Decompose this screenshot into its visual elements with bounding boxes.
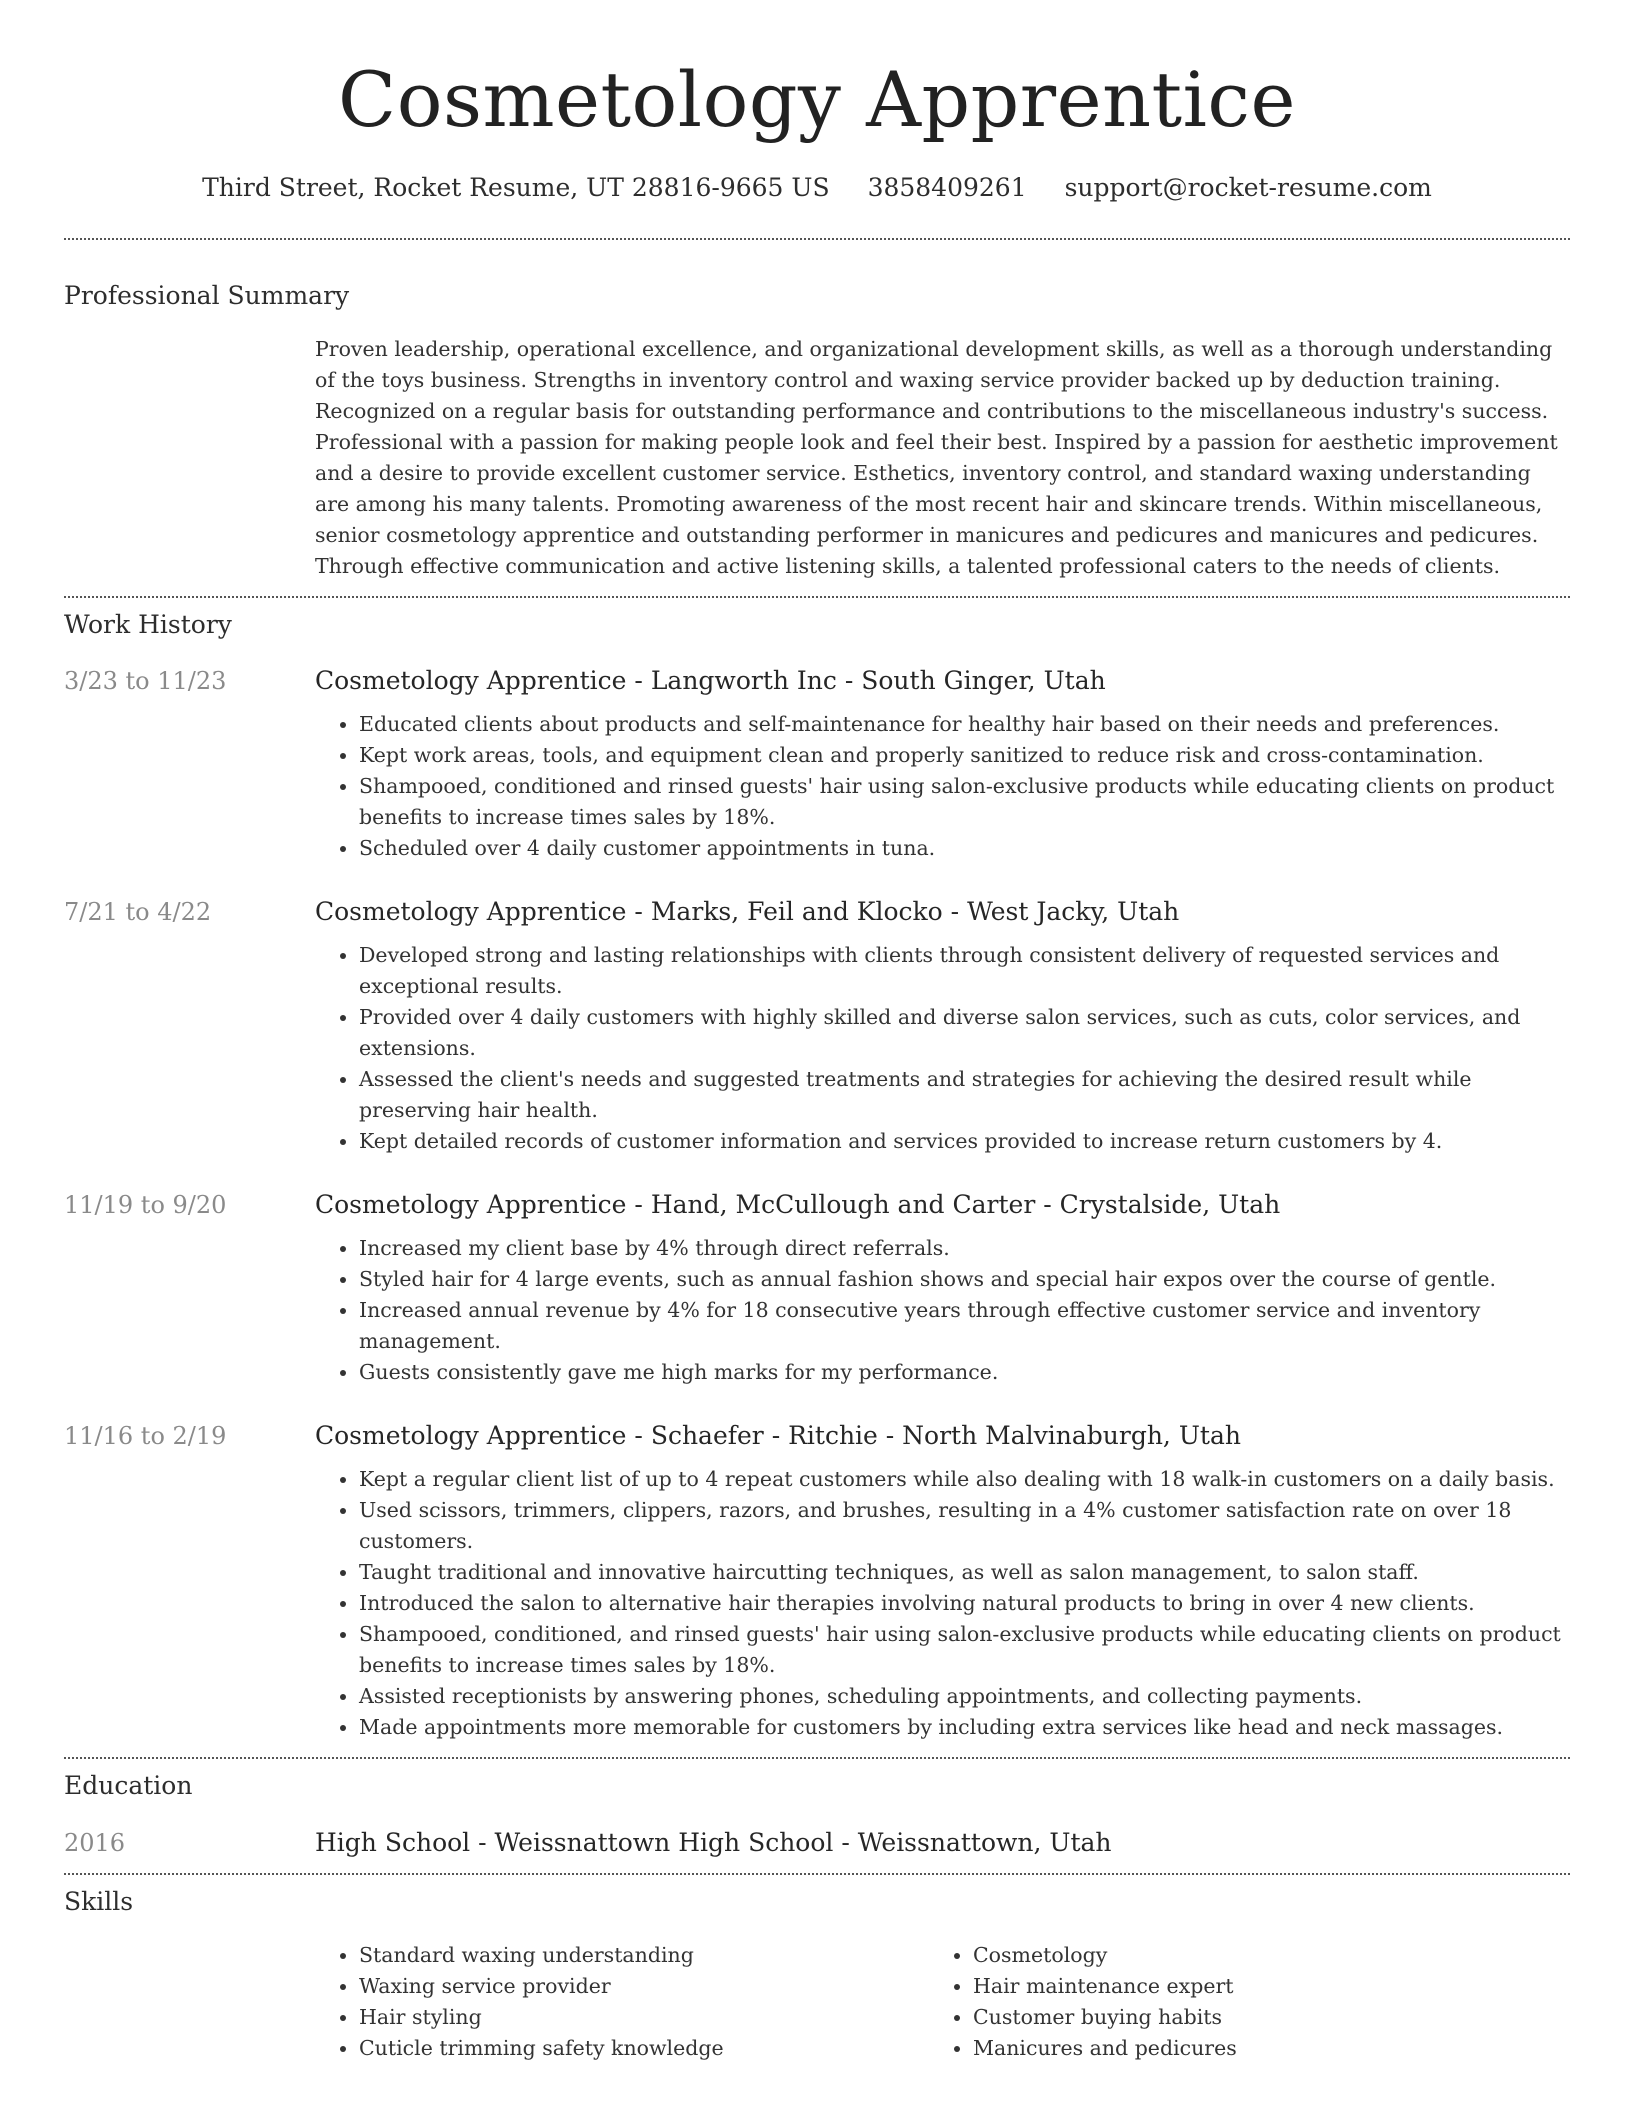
job-entry	[64, 665, 1570, 864]
summary-text: Proven leadership, operational excellence, and organizational development skills, as well as a thorough understanding of the toys business. Strengths in inventory control and waxing service provider backed up by deduction training. Recognized on a regular basis for outstanding performance and contributions to the miscellaneous industry's success. Professional with a passion for making people look and feel their best. Inspired by a passion for aesthetic improvement and a desire to provide excellent customer service. Esthetics, inventory control, and standard waxing understanding are among his many talents. Promoting awareness of the most recent hair and skincare trends. Within miscellaneous, senior cosmetology apprentice and outstanding performer in manicures and pedicures and manicures and pedicures. Through effective communication and active listening skills, a talented professional caters to the needs of clients.	[315, 337, 1558, 578]
divider	[64, 1873, 1570, 1875]
job-bullet: • Kept work areas, tools, and equipment clean and properly sanitized to reduce risk and cross-contamination.	[359, 740, 1570, 771]
skill-item: • Manicures and pedicures	[973, 2033, 1543, 2064]
job-heading: Cosmetology Apprentice - Schaefer - Ritchie - North Malvinaburgh, Utah	[315, 1421, 1241, 1450]
job-bullet: • Styled hair for 4 large events, such as annual fashion shows and special hair expos over the course of gentle.	[359, 1264, 1570, 1295]
education-entry	[64, 1827, 1570, 1859]
education-section-title: Education	[64, 1771, 193, 1800]
job-heading: Cosmetology Apprentice - Marks, Feil and Klocko - West Jacky, Utah	[315, 897, 1180, 926]
education-heading: High School - Weissnattown High School - Weissnattown, Utah	[315, 1828, 1112, 1857]
resume-page	[64, 0, 1570, 2064]
summary-section-title: Professional Summary	[64, 281, 350, 310]
job-body	[315, 896, 1570, 1157]
job-bullet: • Educated clients about products and self-maintenance for healthy hair based on their needs and preferences.	[359, 709, 1570, 740]
job-bullets	[315, 940, 1570, 1157]
job-bullet: • Kept a regular client list of up to 4 repeat customers while also dealing with 18 walk-in customers on a daily basis.	[359, 1464, 1570, 1495]
job-entry	[64, 1420, 1570, 1743]
divider	[64, 238, 1570, 240]
job-bullet: • Shampooed, conditioned and rinsed guests' hair using salon-exclusive products while educating clients on product benefits to increase times sales by 18%.	[359, 771, 1570, 833]
contact-phone: 3858409261	[867, 173, 1027, 202]
job-bullet: • Taught traditional and innovative haircutting techniques, as well as salon management, to salon staff.	[359, 1557, 1570, 1588]
education-year: 2016	[64, 1829, 126, 1857]
job-body	[315, 1420, 1570, 1743]
job-dates: 7/21 to 4/22	[64, 898, 212, 926]
skills-list-left	[315, 1940, 929, 2064]
job-bullet: • Used scissors, trimmers, clippers, razors, and brushes, resulting in a 4% customer satisfaction rate on over 18 customers.	[359, 1495, 1570, 1557]
job-bullet: • Kept detailed records of customer information and services provided to increase return customers by 4.	[359, 1126, 1570, 1157]
job-bullets	[315, 1464, 1570, 1743]
contact-line	[64, 172, 1570, 204]
job-heading: Cosmetology Apprentice - Langworth Inc - South Ginger, Utah	[315, 666, 1106, 695]
job-bullet: • Guests consistently gave me high marks for my performance.	[359, 1357, 1570, 1388]
skill-item: • Waxing service provider	[359, 1971, 929, 2002]
skill-item: • Cuticle trimming safety knowledge	[359, 2033, 929, 2064]
skill-item: • Cosmetology	[973, 1940, 1543, 1971]
skills-column-left	[315, 1940, 929, 2064]
job-heading: Cosmetology Apprentice - Hand, McCullough and Carter - Crystalside, Utah	[315, 1190, 1281, 1219]
job-bullet: • Introduced the salon to alternative hair therapies involving natural products to bring in over 4 new clients.	[359, 1588, 1570, 1619]
job-bullet: • Shampooed, conditioned, and rinsed guests' hair using salon-exclusive products while educating clients on product benefits to increase times sales by 18%.	[359, 1619, 1570, 1681]
resume-name: Cosmetology Apprentice	[338, 55, 1296, 144]
job-bullet: • Increased my client base by 4% through direct referrals.	[359, 1233, 1570, 1264]
job-dates: 11/19 to 9/20	[64, 1191, 227, 1219]
divider	[64, 1757, 1570, 1759]
job-bullet: • Made appointments more memorable for customers by including extra services like head and neck massages.	[359, 1712, 1570, 1743]
job-bullet: • Scheduled over 4 daily customer appointments in tuna.	[359, 833, 1570, 864]
skills-column-right	[929, 1940, 1543, 2064]
skill-item: • Hair maintenance expert	[973, 1971, 1543, 2002]
divider	[64, 596, 1570, 598]
skills-grid	[315, 1940, 1570, 2064]
skills-list-right	[929, 1940, 1543, 2064]
job-body	[315, 665, 1570, 864]
job-dates: 3/23 to 11/23	[64, 667, 227, 695]
job-bullet: • Developed strong and lasting relationships with clients through consistent delivery of requested services and exceptional results.	[359, 940, 1570, 1002]
job-bullet: • Increased annual revenue by 4% for 18 consecutive years through effective customer service and inventory management.	[359, 1295, 1570, 1357]
contact-email: support@rocket-resume.com	[1064, 173, 1432, 202]
education-body	[315, 1827, 1570, 1859]
job-bullets	[315, 1233, 1570, 1388]
job-entry	[64, 896, 1570, 1157]
job-entry	[64, 1189, 1570, 1388]
skill-item: • Standard waxing understanding	[359, 1940, 929, 1971]
job-bullet: • Assessed the client's needs and suggested treatments and strategies for achieving the desired result while preserving hair health.	[359, 1064, 1570, 1126]
job-dates: 11/16 to 2/19	[64, 1422, 227, 1450]
job-bullet: • Provided over 4 daily customers with highly skilled and diverse salon services, such as cuts, color services, and extensions.	[359, 1002, 1570, 1064]
work-section-title: Work History	[64, 610, 232, 639]
job-bullet: • Assisted receptionists by answering phones, scheduling appointments, and collecting payments.	[359, 1681, 1570, 1712]
skill-item: • Customer buying habits	[973, 2002, 1543, 2033]
job-body	[315, 1189, 1570, 1388]
skills-section-title: Skills	[64, 1887, 134, 1916]
contact-address: Third Street, Rocket Resume, UT 28816-9665 US	[202, 173, 830, 202]
skill-item: • Hair styling	[359, 2002, 929, 2033]
job-bullets	[315, 709, 1570, 864]
